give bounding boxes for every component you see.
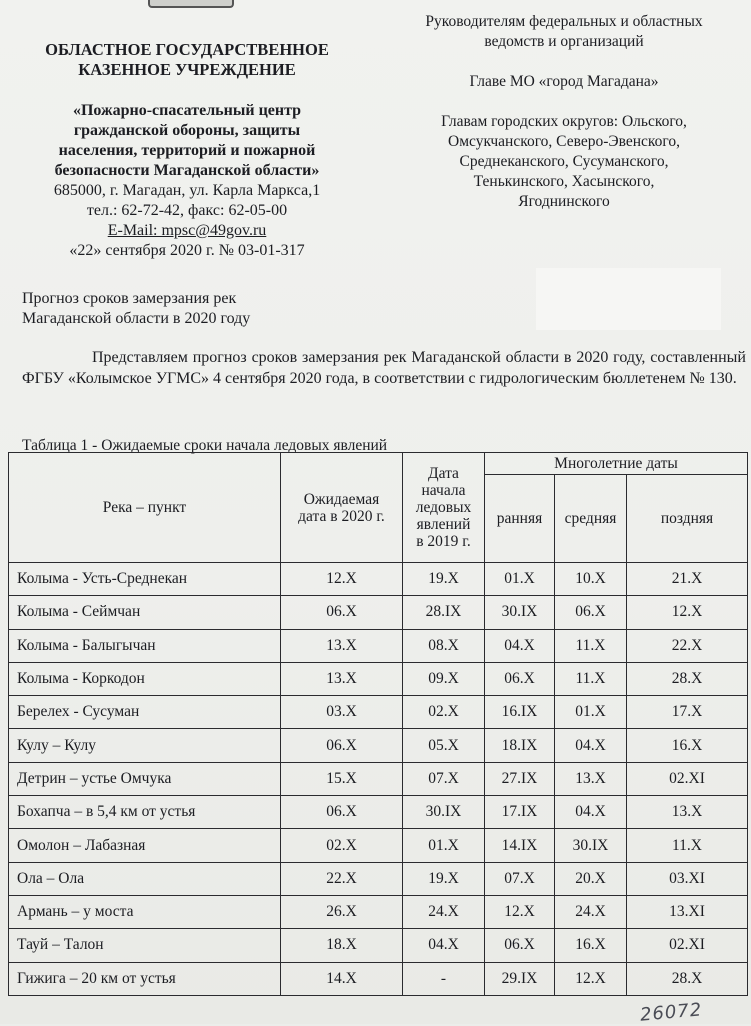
table-row	[9, 929, 748, 962]
recipient-3-line5: Ягоднинского	[518, 193, 610, 210]
table-row	[9, 829, 748, 862]
header-mean: средняя	[555, 475, 627, 563]
cell-mean: 16.X	[555, 929, 627, 962]
recipients-block	[384, 12, 744, 212]
cell-early: 27.IX	[485, 762, 555, 795]
cell-expected-2020: 22.X	[281, 862, 403, 895]
cell-late: 02.XI	[627, 929, 748, 962]
cell-early: 18.IX	[485, 729, 555, 762]
recipient-1-line1: Руководителям федеральных и областных	[425, 13, 703, 30]
table-row	[9, 762, 748, 795]
recipient-3-line2: Омсукчанского, Северо-Эвенского,	[448, 133, 680, 150]
cell-river: Армань – у моста	[9, 895, 281, 928]
table-row	[9, 895, 748, 928]
cell-early: 06.X	[485, 929, 555, 962]
cell-mean: 10.X	[555, 563, 627, 596]
cell-date-2019: 24.X	[403, 895, 485, 928]
org-name-line1: «Пожарно-спасательный центр	[72, 102, 302, 119]
cell-late: 03.XI	[627, 862, 748, 895]
org-name-line3: населения, территорий и пожарной	[58, 142, 316, 159]
subject-line1: Прогноз сроков замерзания рек	[22, 290, 237, 307]
org-title-line1: ОБЛАСТНОЕ ГОСУДАРСТВЕННОЕ	[45, 40, 329, 59]
cell-mean: 04.X	[555, 729, 627, 762]
org-name	[6, 101, 368, 181]
org-title-line2: КАЗЕННОЕ УЧРЕЖДЕНИЕ	[78, 60, 296, 79]
header-2019-line3: ледовых	[415, 499, 472, 516]
cell-early: 12.X	[485, 895, 555, 928]
cell-expected-2020: 15.X	[281, 762, 403, 795]
cell-date-2019: 28.IX	[403, 596, 485, 629]
sender-block	[6, 40, 368, 261]
cell-early: 07.X	[485, 862, 555, 895]
cell-expected-2020: 12.X	[281, 563, 403, 596]
cell-river: Ола – Ола	[9, 862, 281, 895]
cell-mean: 12.X	[555, 962, 627, 995]
cell-expected-2020: 06.X	[281, 729, 403, 762]
cell-date-2019: 07.X	[403, 762, 485, 795]
header-expected-line1: Ожидаемая	[303, 490, 380, 508]
cell-expected-2020: 26.X	[281, 895, 403, 928]
table-row	[9, 629, 748, 662]
cell-early: 06.X	[485, 662, 555, 695]
cell-date-2019: 08.X	[403, 629, 485, 662]
recipient-3-line4: Тенькинского, Хасынского,	[473, 173, 655, 190]
header-2019-line1: Дата	[428, 465, 459, 482]
header-expected-2020	[281, 453, 403, 563]
table-row	[9, 729, 748, 762]
redacted-area	[536, 268, 721, 330]
cell-expected-2020: 18.X	[281, 929, 403, 962]
cell-date-2019: 19.X	[403, 563, 485, 596]
recipient-1-line2: ведомств и организаций	[484, 33, 644, 50]
handwritten-note: 26072	[639, 999, 704, 1026]
cell-date-2019: 01.X	[403, 829, 485, 862]
cell-date-2019: 30.IX	[403, 796, 485, 829]
table-row	[9, 596, 748, 629]
cell-expected-2020: 06.X	[281, 596, 403, 629]
cell-mean: 13.X	[555, 762, 627, 795]
cell-river: Омолон – Лабазная	[9, 829, 281, 862]
ice-dates-table	[8, 452, 748, 996]
cell-late: 11.X	[627, 829, 748, 862]
cell-river: Колыма - Усть-Среднекан	[9, 563, 281, 596]
cell-early: 30.IX	[485, 596, 555, 629]
table-row	[9, 962, 748, 995]
table-row	[9, 563, 748, 596]
cell-late: 17.X	[627, 696, 748, 729]
cell-mean: 20.X	[555, 862, 627, 895]
cell-early: 04.X	[485, 629, 555, 662]
letter-date-number: «22» сентября 2020 г. № 03-01-317	[69, 242, 305, 259]
cell-mean: 24.X	[555, 895, 627, 928]
header-longterm: Многолетние даты	[485, 453, 748, 475]
header-2019-line5: в 2019 г.	[416, 533, 471, 550]
recipient-1	[384, 12, 744, 52]
cell-expected-2020: 14.X	[281, 962, 403, 995]
recipient-3-line1: Главам городских округов: Ольского,	[441, 113, 687, 130]
header-late: поздняя	[627, 475, 748, 563]
cell-late: 21.X	[627, 563, 748, 596]
cell-mean: 11.X	[555, 629, 627, 662]
cell-date-2019: 09.X	[403, 662, 485, 695]
cell-late: 13.XI	[627, 895, 748, 928]
cell-river: Колыма - Сеймчан	[9, 596, 281, 629]
header-early: ранняя	[485, 475, 555, 563]
recipient-3	[384, 112, 744, 212]
cell-date-2019: 19.X	[403, 862, 485, 895]
table-row	[9, 862, 748, 895]
recipient-2: Главе МО «город Магадана»	[469, 73, 659, 90]
org-name-line4: безопасности Магаданской области»	[54, 162, 320, 179]
cell-mean: 04.X	[555, 796, 627, 829]
cell-early: 29.IX	[485, 962, 555, 995]
cell-early: 17.IX	[485, 796, 555, 829]
cell-early: 16.IX	[485, 696, 555, 729]
cell-mean: 30.IX	[555, 829, 627, 862]
table-row	[9, 696, 748, 729]
cell-river: Тауй – Талон	[9, 929, 281, 962]
cell-river: Бохапча – в 5,4 км от устья	[9, 796, 281, 829]
table-row	[9, 796, 748, 829]
cell-river: Кулу – Кулу	[9, 729, 281, 762]
cell-expected-2020: 13.X	[281, 662, 403, 695]
cell-river: Детрин – устье Омчука	[9, 762, 281, 795]
letter-subject	[22, 289, 250, 329]
cell-river: Колыма - Коркодон	[9, 662, 281, 695]
cell-late: 12.X	[627, 596, 748, 629]
cell-expected-2020: 13.X	[281, 629, 403, 662]
cell-expected-2020: 03.X	[281, 696, 403, 729]
table-body	[9, 563, 748, 996]
cell-late: 16.X	[627, 729, 748, 762]
cell-late: 13.X	[627, 796, 748, 829]
cell-mean: 01.X	[555, 696, 627, 729]
cell-late: 28.X	[627, 962, 748, 995]
org-name-line2: гражданской обороны, защиты	[73, 122, 301, 139]
cell-mean: 06.X	[555, 596, 627, 629]
cell-mean: 11.X	[555, 662, 627, 695]
sender-phones: тел.: 62-72-42, факс: 62-05-00	[86, 202, 288, 219]
cell-date-2019: -	[403, 962, 485, 995]
cell-date-2019: 05.X	[403, 729, 485, 762]
header-river: Река – пункт	[9, 453, 281, 563]
table-row	[9, 662, 748, 695]
cell-early: 14.IX	[485, 829, 555, 862]
cell-late: 02.XI	[627, 762, 748, 795]
subject-line2: Магаданской области в 2020 году	[22, 310, 251, 327]
recipient-3-line3: Среднеканского, Сусуманского,	[459, 153, 669, 170]
table-caption: Таблица 1 - Ожидаемые сроки начала ледовых явлений	[22, 437, 388, 454]
header-2019	[403, 453, 485, 563]
header-expected-line2: дата в 2020 г.	[298, 507, 385, 525]
sender-email-link[interactable]: E-Mail: mpsc@49gov.ru	[107, 222, 267, 239]
cell-expected-2020: 02.X	[281, 829, 403, 862]
sender-address: 685000, г. Магадан, ул. Карла Маркса,1	[53, 182, 321, 199]
cell-river: Колыма - Балыгычан	[9, 629, 281, 662]
header-2019-line4: явлений	[416, 516, 471, 533]
staple-clip	[148, 0, 234, 8]
cell-late: 28.X	[627, 662, 748, 695]
cell-date-2019: 02.X	[403, 696, 485, 729]
cell-river: Берелех - Сусуман	[9, 696, 281, 729]
intro-paragraph: Представляем прогноз сроков замерзания рек Магаданской области в 2020 году, составленный ФГБУ «Колымское УГМС» 4 сентября 2020 года, в соответствии с гидрологическим бюллетенем № 130.	[22, 349, 746, 387]
cell-river: Гижига – 20 км от устья	[9, 962, 281, 995]
header-2019-line2: начала	[421, 482, 466, 499]
cell-expected-2020: 06.X	[281, 796, 403, 829]
cell-late: 22.X	[627, 629, 748, 662]
cell-date-2019: 04.X	[403, 929, 485, 962]
cell-early: 01.X	[485, 563, 555, 596]
